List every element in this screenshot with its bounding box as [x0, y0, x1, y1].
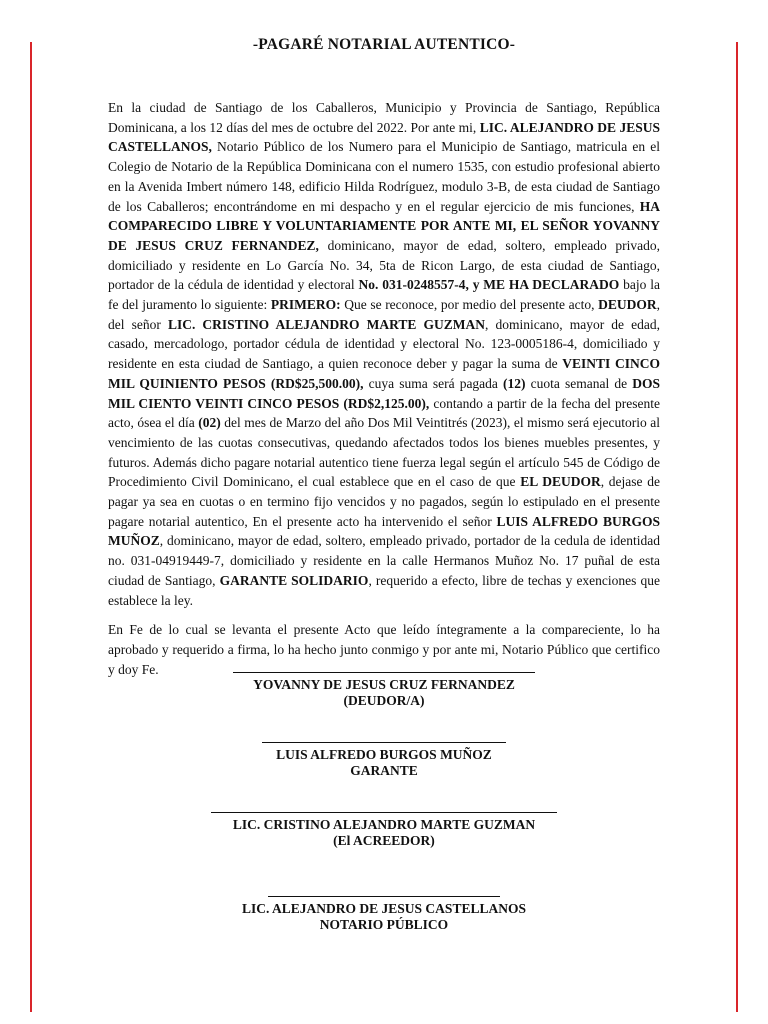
- signature-creditor: [0, 812, 768, 849]
- signatory-role: (DEUDOR/A): [343, 693, 425, 708]
- signatory-role: NOTARIO PÚBLICO: [319, 917, 449, 932]
- text-segment: , dominicano, mayor de edad, casado, mercadologo, portador cédula de identidad y electoral No. 123-0005186-4, domiciliado y residente en esta ciudad de Santiago, a quien reconoce deber y pagar la suma de: [108, 316, 661, 372]
- right-margin-line: [736, 42, 738, 1012]
- signatory-role: GARANTE: [350, 763, 418, 778]
- signature-line: [233, 672, 535, 673]
- text-segment: cuota semanal de: [525, 375, 633, 391]
- signature-line: [268, 896, 500, 897]
- bold-text-segment: EL DEUDOR: [520, 474, 601, 490]
- signature-debtor: [0, 672, 768, 709]
- text-segment: , requerido a efecto, libre de techas y exenciones que establece la ley.: [108, 572, 660, 608]
- bold-text-segment: PRIMERO:: [270, 297, 341, 313]
- left-margin-line: [30, 42, 32, 1012]
- text-segment: , del señor: [108, 297, 660, 332]
- signatory-name: LIC. CRISTINO ALEJANDRO MARTE GUZMAN: [232, 817, 536, 832]
- bold-text-segment: GARANTE SOLIDARIO: [219, 572, 369, 588]
- signature-notary: [0, 896, 768, 933]
- text-segment: Notario Público de los Numero para el Municipio de Santiago, matricula en el Colegio de Notario de la República Dominicana con el numero 1535, con estudio profesional abierto en la Avenida Imbert número 148, edificio Hilda Rodríguez, modulo 3-B, de esta ciudad de Santiago de los Caballeros; encontrándome en mi despacho y en el regular ejercicio de mis funciones,: [108, 139, 660, 214]
- bold-text-segment: LUIS ALFREDO BURGOS MUÑOZ: [108, 513, 660, 549]
- text-segment: cuya suma será pagada: [363, 375, 504, 391]
- text-segment: bajo la fe del juramento lo siguiente:: [108, 277, 660, 313]
- text-segment: , dominicano, mayor de edad, soltero, empleado privado, portador de la cedula de identidad no. 031-04919449-7, domiciliado y residente en la calle Hermanos Muñoz No. 17 puñal de esta ciudad de Santiago,: [108, 533, 660, 588]
- signature-line: [262, 742, 506, 743]
- signatory-role: (El ACREEDOR): [333, 833, 435, 848]
- text-segment: del mes de Marzo del año Dos Mil Veintitrés (2023), el mismo será ejecutorio al vencimiento de las cuotas consecutivas, quedando afectados todos los bienes muebles presentes, y futuros. Además dicho pagare notarial autentico tiene fuerza legal según el artículo 545 de Código de Procedimiento Civil Dominicano, el cual establece que en el caso de que: [108, 415, 660, 490]
- bold-text-segment: (12): [503, 375, 526, 391]
- text-segment: , dejase de pagar ya sea en cuotas o en termino fijo vencidos y no pagados, según lo estipulado en el presente pagare notarial autentico, En el presente acto ha intervenido el señor: [108, 474, 660, 529]
- bold-text-segment: (02): [198, 415, 221, 431]
- signatory-name: LIC. ALEJANDRO DE JESUS CASTELLANOS: [242, 901, 526, 916]
- signature-guarantor: [0, 742, 768, 779]
- text-segment: contando a partir de la fecha del presente acto, ósea el día: [108, 395, 660, 431]
- closing-paragraph: En Fe de lo cual se levanta el presente Acto que leído íntegramente a la compareciente, lo ha aprobado y requerido a firma, lo ha hecho junto conmigo y por ante mi, Notario Público que certifico y doy Fe.: [108, 622, 660, 677]
- bold-text-segment: HA COMPARECIDO LIBRE Y VOLUNTARIAMENTE POR ANTE MI, EL SEÑOR YOVANNY DE JESUS CRUZ FERNANDEZ,: [108, 198, 660, 253]
- bold-text-segment: DOS MIL CIENTO VEINTI CINCO PESOS (RD$2,125.00),: [108, 375, 660, 411]
- text-segment: dominicano, mayor de edad, soltero, empleado privado, domiciliado y residente en Lo García No. 34, 5ta de Ricon Largo, de esta ciudad de Santiago, portador de la cédula de identidad y electoral: [108, 237, 660, 293]
- bold-text-segment: DEUDOR: [598, 297, 657, 313]
- document-page: [108, 36, 660, 689]
- text-segment: Que se reconoce, por medio del presente acto,: [340, 297, 599, 313]
- signatory-name: YOVANNY DE JESUS CRUZ FERNANDEZ: [253, 677, 515, 692]
- signatory-name: LUIS ALFREDO BURGOS MUÑOZ: [276, 747, 492, 762]
- body-paragraph: [108, 98, 660, 610]
- text-segment: En la ciudad de Santiago de los Caballeros, Municipio y Provincia de Santiago, República Dominicana, a los 12 días del mes de octubre del 2022. Por ante mi,: [108, 100, 660, 135]
- signature-line: [211, 812, 557, 813]
- bold-text-segment: VEINTI CINCO MIL QUINIENTO PESOS (RD$25,500.00),: [108, 356, 660, 391]
- document-title: -PAGARÉ NOTARIAL AUTENTICO-: [252, 36, 516, 53]
- bold-text-segment: LIC. ALEJANDRO DE JESUS CASTELLANOS,: [108, 119, 660, 155]
- bold-text-segment: No. 031-0248557-4, y ME HA DECLARADO: [358, 277, 620, 293]
- bold-text-segment: LIC. CRISTINO ALEJANDRO MARTE GUZMAN: [167, 316, 486, 332]
